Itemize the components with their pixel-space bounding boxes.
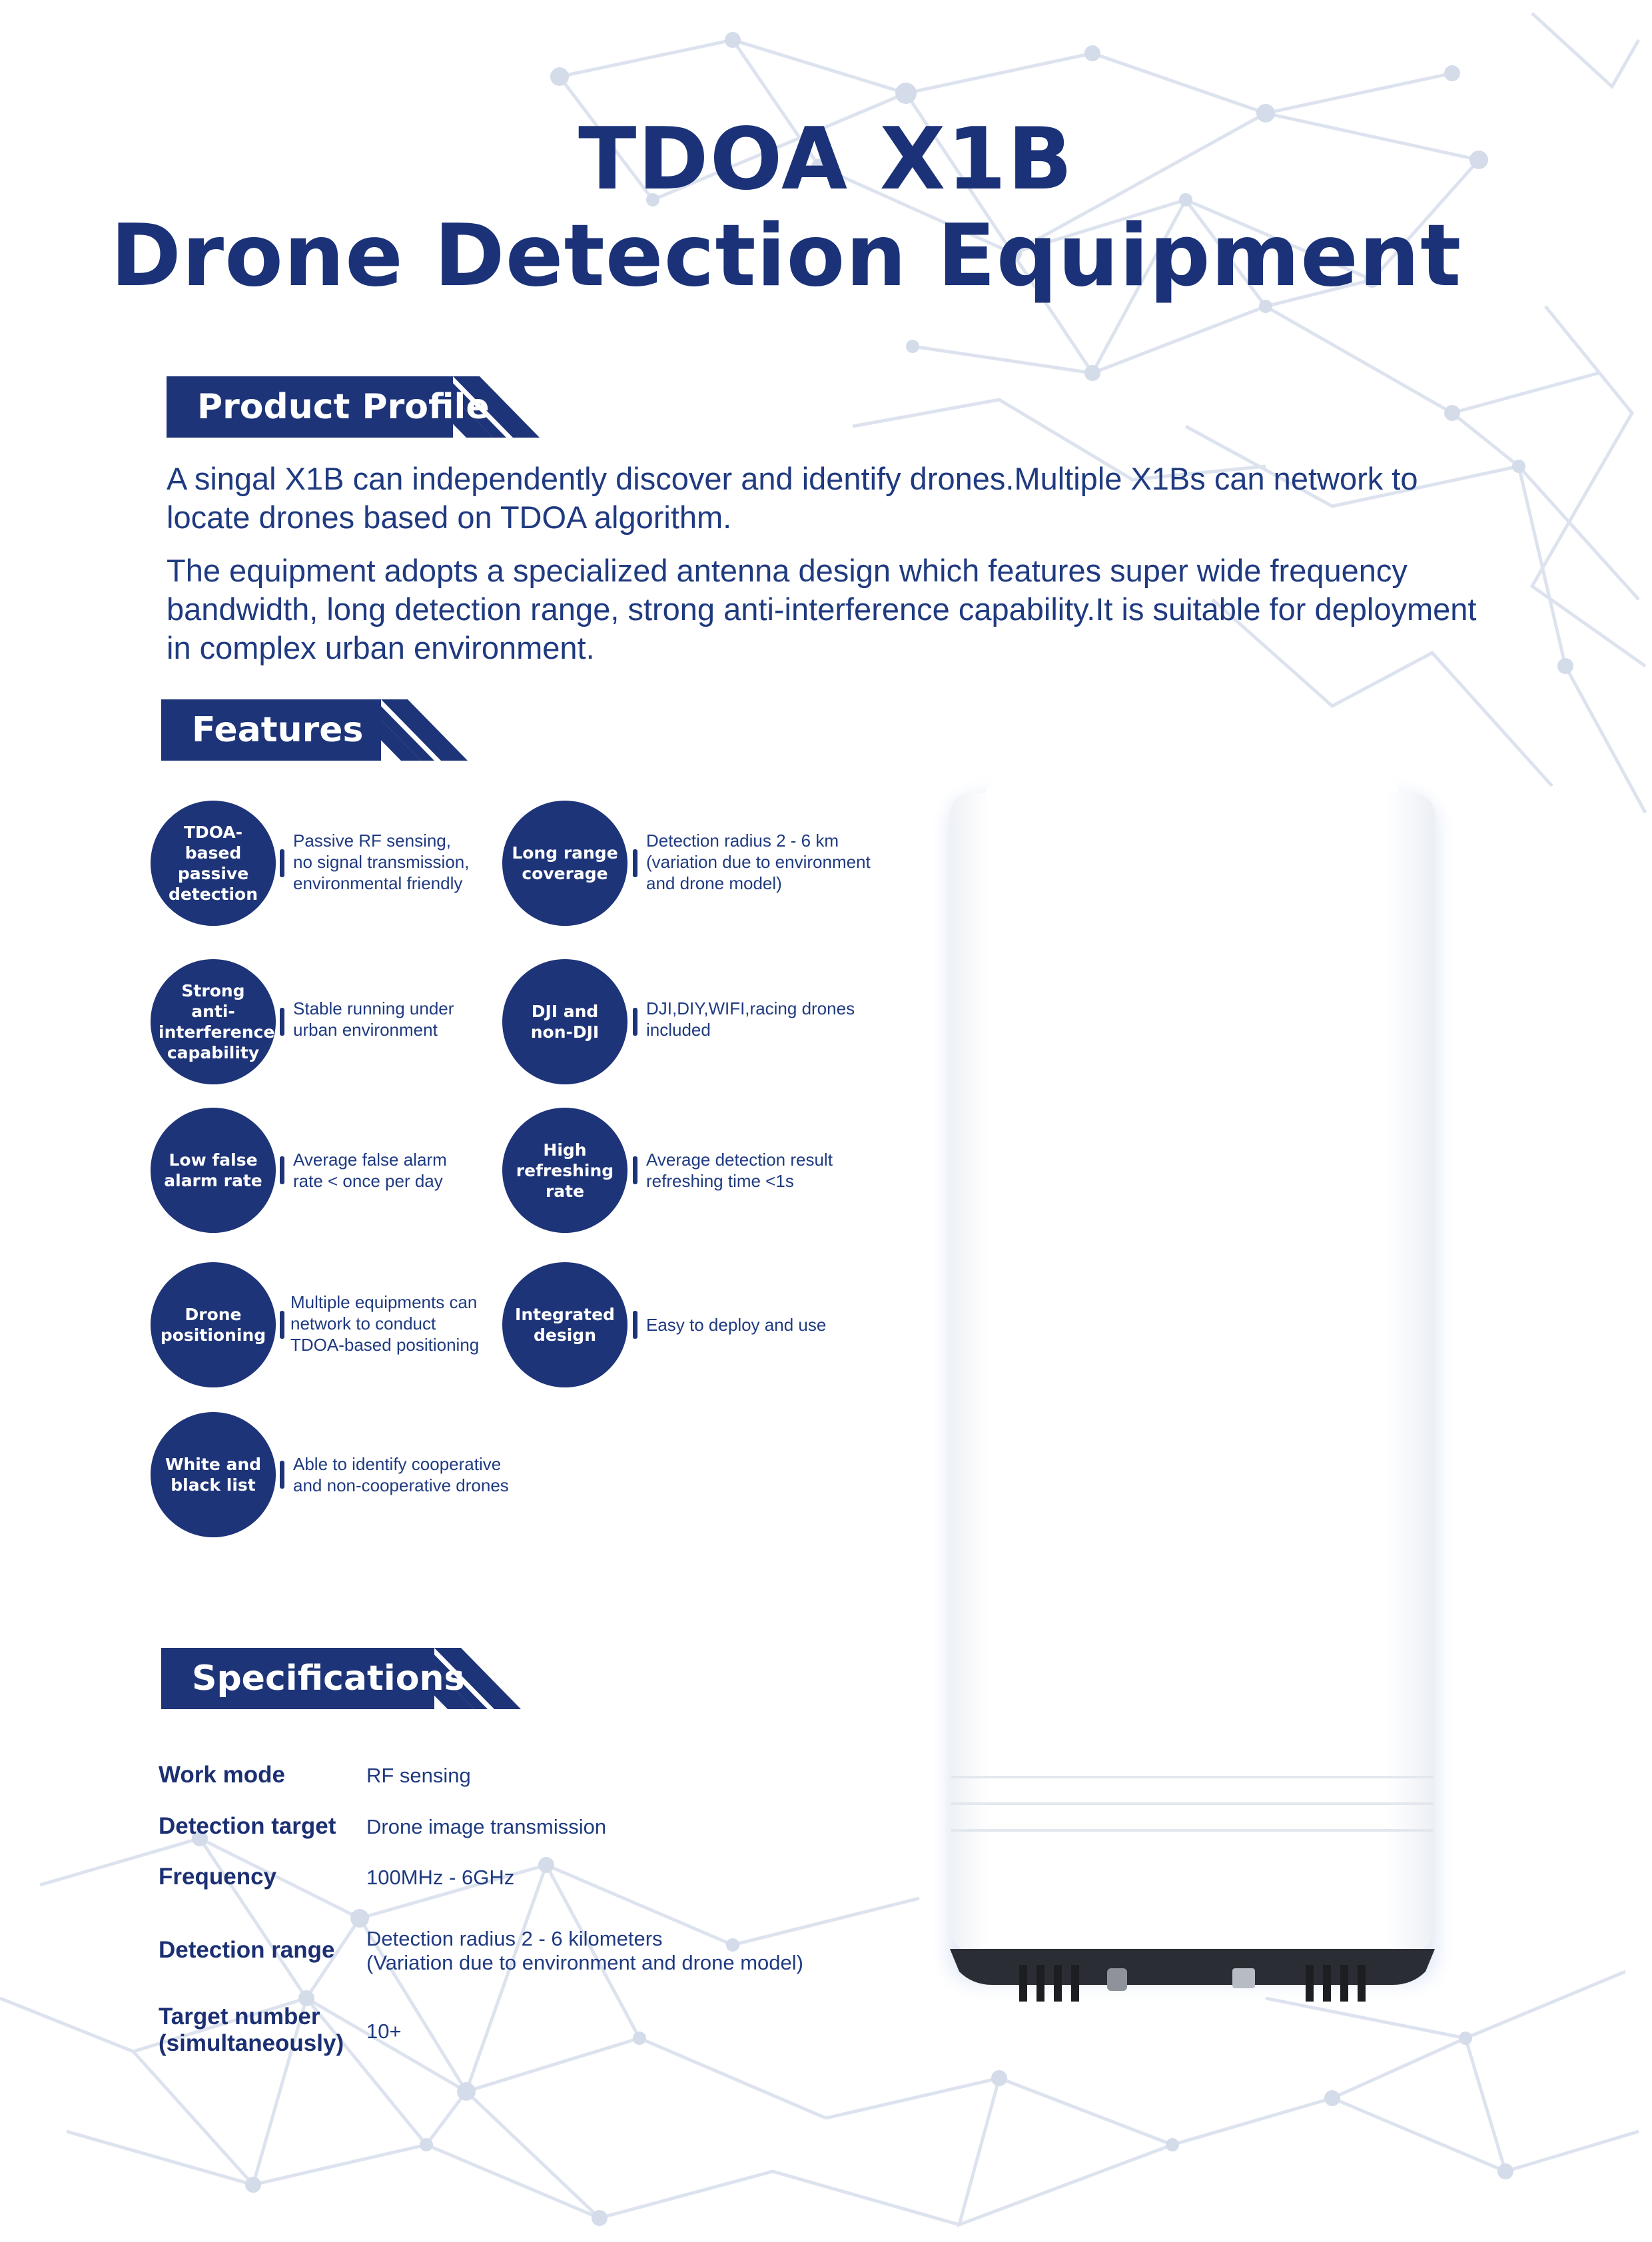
features-banner — [161, 699, 474, 761]
feature-item-white-black-list — [151, 1412, 524, 1537]
features-heading: Features — [192, 710, 364, 750]
specifications-banner — [161, 1648, 528, 1709]
feature-description: Detection radius 2 - 6 km (variation due to environment and drone model) — [646, 831, 871, 893]
page-title-model: TDOA X1B — [578, 110, 1074, 209]
feature-description: Average detection result refreshing time <1s — [646, 1150, 833, 1191]
feature-item-high-refresh — [502, 1108, 875, 1233]
feature-badge: Integrated design — [502, 1262, 627, 1387]
spec-value-detection-target: Drone image transmission — [366, 1815, 607, 1838]
feature-badge: Drone positioning — [151, 1262, 276, 1387]
feature-description: DJI,DIY,WIFI,racing drones included — [646, 998, 855, 1040]
feature-description: Multiple equipments can network to conduct TDOA-based positioning — [290, 1292, 480, 1355]
feature-item-drone-positioning — [151, 1262, 497, 1387]
feature-badge: White and black list — [151, 1412, 276, 1537]
feature-item-long-range — [502, 801, 875, 926]
feature-item-low-false-alarm — [151, 1108, 497, 1233]
specifications-heading: Specifications — [192, 1659, 465, 1698]
feature-item-integrated-design — [502, 1262, 875, 1387]
feature-item-anti-interference — [151, 959, 497, 1084]
device-image — [933, 773, 1452, 2012]
feature-badge: Long range coverage — [502, 801, 627, 926]
feature-badge: Low false alarm rate — [151, 1108, 276, 1233]
feature-badge: TDOA-based passive detection — [151, 801, 276, 926]
product-profile-banner — [167, 376, 540, 438]
spec-label-detection-target: Detection target — [159, 1813, 336, 1839]
spec-value-detection-range: Detection radius 2 - 6 kilometers (Variation due to environment and drone model) — [366, 1927, 803, 1974]
spec-label-frequency: Frequency — [159, 1864, 276, 1890]
feature-item-tdoa-passive — [151, 801, 497, 926]
profile-paragraph-2: The equipment adopts a specialized antenna design which features super wide frequency bandwidth, long detection range, strong anti-interference capability.It is suitable for deployment in complex urban environment. — [167, 553, 1477, 665]
feature-description: Average false alarm rate < once per day — [293, 1150, 447, 1191]
product-profile-heading: Product Profile — [197, 387, 490, 427]
feature-badge: Strong anti-interference capability — [151, 959, 276, 1084]
spec-value-work-mode: RF sensing — [366, 1764, 471, 1787]
feature-description: Passive RF sensing, no signal transmission, environmental friendly — [293, 831, 470, 893]
feature-description: Stable running under urban environment — [293, 998, 454, 1040]
profile-paragraph-1: A singal X1B can independently discover and identify drones.Multiple X1Bs can network to locate drones based on TDOA algorithm. — [167, 461, 1418, 535]
spec-label-detection-range: Detection range — [159, 1937, 335, 1963]
spec-label-work-mode: Work mode — [159, 1762, 285, 1788]
spec-label-target-number: Target number (simultaneously) — [159, 2004, 344, 2056]
feature-description: Able to identify cooperative and non-cooperative drones — [293, 1454, 509, 1495]
feature-item-dji-non-dji — [502, 959, 875, 1084]
feature-badge: DJI and non-DJI — [502, 959, 627, 1084]
feature-badge: High refreshing rate — [502, 1108, 627, 1233]
feature-description: Easy to deploy and use — [646, 1315, 827, 1335]
spec-value-target-number: 10+ — [366, 2020, 402, 2043]
spec-value-frequency: 100MHz - 6GHz — [366, 1866, 515, 1889]
page-title-product: Drone Detection Equipment — [110, 206, 1462, 306]
